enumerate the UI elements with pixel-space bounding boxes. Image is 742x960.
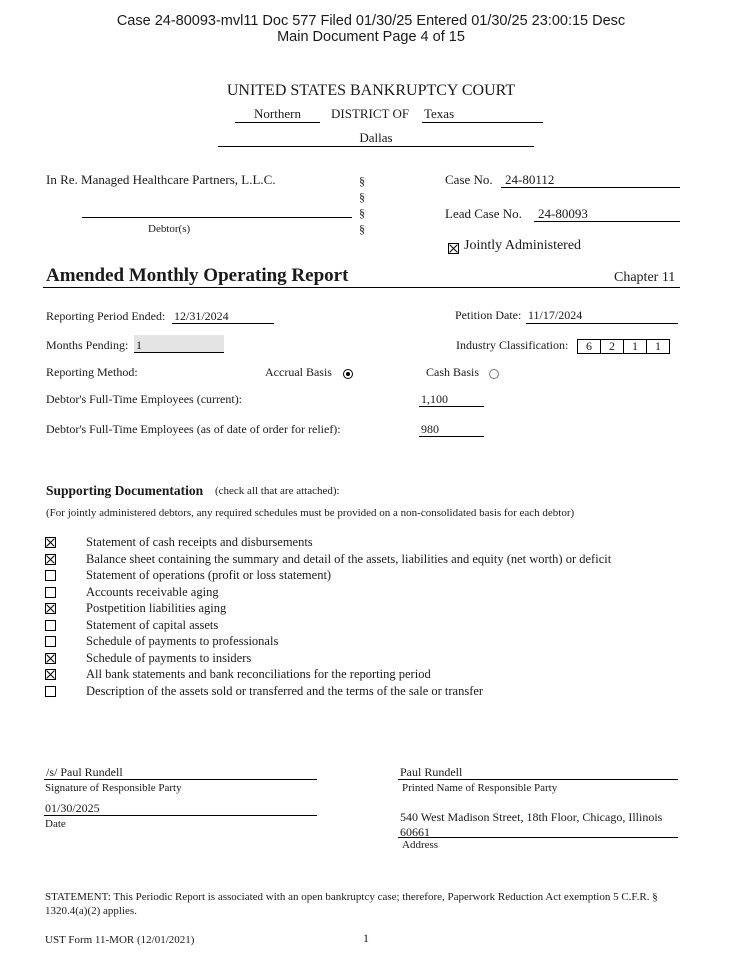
industry-label: Industry Classification: [456,338,569,352]
checked-box-icon[interactable] [45,653,56,664]
date-value: 01/30/2025 [45,801,100,815]
district-label: DISTRICT OF [331,106,410,121]
district-prefix: Northern [254,106,301,121]
period-label: Reporting Period Ended: [46,309,166,323]
debtor-line [82,217,352,218]
supporting-item-label: Accounts receivable aging [86,584,219,599]
supporting-item-label: Balance sheet containing the summary and detail of the assets, liabilities and equity (net worth) or deficit [86,551,612,566]
division: Dallas [359,130,393,145]
industry-code [578,337,670,355]
checked-box-icon[interactable] [45,669,56,680]
checked-box-icon[interactable] [45,537,56,548]
checked-box-icon [448,243,459,254]
employees-relief-underline [419,436,484,437]
district-state: Texas [424,106,455,121]
accrual-label: Accrual Basis [265,365,332,379]
district-prefix-underline [235,122,320,123]
supporting-item-label: Description of the assets sold or transferred and the terms of the sale or transfer [86,683,484,698]
checked-box-icon[interactable] [45,554,56,565]
petition-underline [526,323,678,324]
unchecked-box-icon[interactable] [45,636,56,647]
unchecked-box-icon[interactable] [45,570,56,581]
lead-case-label: Lead Case No. [445,206,522,221]
case-no-underline [501,187,680,188]
section-symbol: § [359,222,365,236]
lead-case-underline [534,221,680,222]
industry-digit: 2 [600,339,624,354]
in-re-text: In Re. Managed Healthcare Partners, L.L.C. [46,172,276,187]
jointly-administered-checkbox[interactable] [448,241,459,259]
period-underline [172,323,274,324]
district-state-underline [422,122,543,123]
radio-selected-icon [343,369,353,379]
petition-label: Petition Date: [455,308,522,322]
period-value: 12/31/2024 [174,309,229,323]
district-prefix-field [235,106,320,122]
report-title: Amended Monthly Operating Report [46,265,349,286]
supporting-item-label: Statement of capital assets [86,617,219,632]
employees-relief-value: 980 [421,422,439,436]
industry-digit: 6 [577,339,601,354]
supporting-instruction: (For jointly administered debtors, any required schedules must be provided on a non-consolidated basis for each debtor) [46,507,575,519]
employees-current-underline [419,406,484,407]
supporting-item-label: Postpetition liabilities aging [86,601,227,615]
section-symbol: § [359,190,365,204]
printed-name-label: Printed Name of Responsible Party [402,782,558,794]
date-underline [44,815,317,816]
months-value: 1 [136,338,142,352]
method-label: Reporting Method: [46,365,138,379]
printed-name-underline [398,779,678,780]
radio-unselected-icon [489,369,499,379]
signature-value: /s/ Paul Rundell [46,765,123,779]
unchecked-box-icon[interactable] [45,686,56,697]
address-underline [398,837,678,838]
supporting-item-label: Schedule of payments to insiders [86,650,252,665]
address-line1: 540 West Madison Street, 18th Floor, Chicago, Illinois [400,810,663,824]
supporting-item-label: Statement of cash receipts and disbursements [86,535,313,549]
statement-text: STATEMENT: This Periodic Report is associated with an open bankruptcy case; therefore, Paperwork Reduction Act exemption 5 C.F.R. § 1320.4(a)(2) applies. [45,891,658,917]
case-no-value: 24-80112 [505,172,555,187]
unchecked-box-icon[interactable] [45,620,56,631]
employees-relief-label: Debtor's Full-Time Employees (as of date of order for relief): [46,422,341,436]
petition-value: 11/17/2024 [528,308,583,322]
debtor-label: Debtor(s) [148,223,191,235]
months-underline [134,352,224,353]
months-label: Months Pending: [46,338,129,352]
signature-label: Signature of Responsible Party [45,782,182,794]
address-line2: 60661 [400,825,430,839]
supporting-item-label: Statement of operations (profit or loss statement) [86,568,332,582]
page-number: 1 [363,931,369,945]
signature-underline [44,779,317,780]
cash-radio[interactable] [489,366,499,384]
accrual-radio[interactable] [343,366,353,384]
title-rule [43,287,680,288]
months-field[interactable] [134,335,224,352]
filing-header-line1: Case 24-80093-mvl11 Doc 577 Filed 01/30/25 Entered 01/30/25 23:00:15 Desc [116,13,626,29]
filing-header-line2: Main Document Page 4 of 15 [277,29,465,45]
cash-label: Cash Basis [426,365,480,379]
date-label: Date [45,818,66,830]
supporting-item-label: Schedule of payments to professionals [86,634,279,648]
division-underline [218,146,534,147]
address-label: Address [402,839,439,851]
checked-box-icon[interactable] [45,603,56,614]
section-symbol: § [359,174,365,188]
supporting-heading: Supporting Documentation [46,483,204,498]
industry-digit: 1 [623,339,647,354]
chapter-label: Chapter 11 [614,270,676,285]
jointly-administered-label: Jointly Administered [464,238,582,253]
supporting-item-label: All bank statements and bank reconciliations for the reporting period [86,667,431,681]
section-symbol: § [359,206,365,220]
lead-case-value: 24-80093 [538,206,588,221]
form-id: UST Form 11-MOR (12/01/2021) [45,934,195,946]
printed-name-value: Paul Rundell [400,765,463,779]
employees-current-label: Debtor's Full-Time Employees (current): [46,392,243,406]
unchecked-box-icon[interactable] [45,587,56,598]
supporting-note: (check all that are attached): [215,485,340,497]
industry-digit: 1 [646,339,670,354]
employees-current-value: 1,100 [421,392,448,406]
case-no-label: Case No. [445,172,493,187]
court-title: UNITED STATES BANKRUPTCY COURT [226,82,516,99]
